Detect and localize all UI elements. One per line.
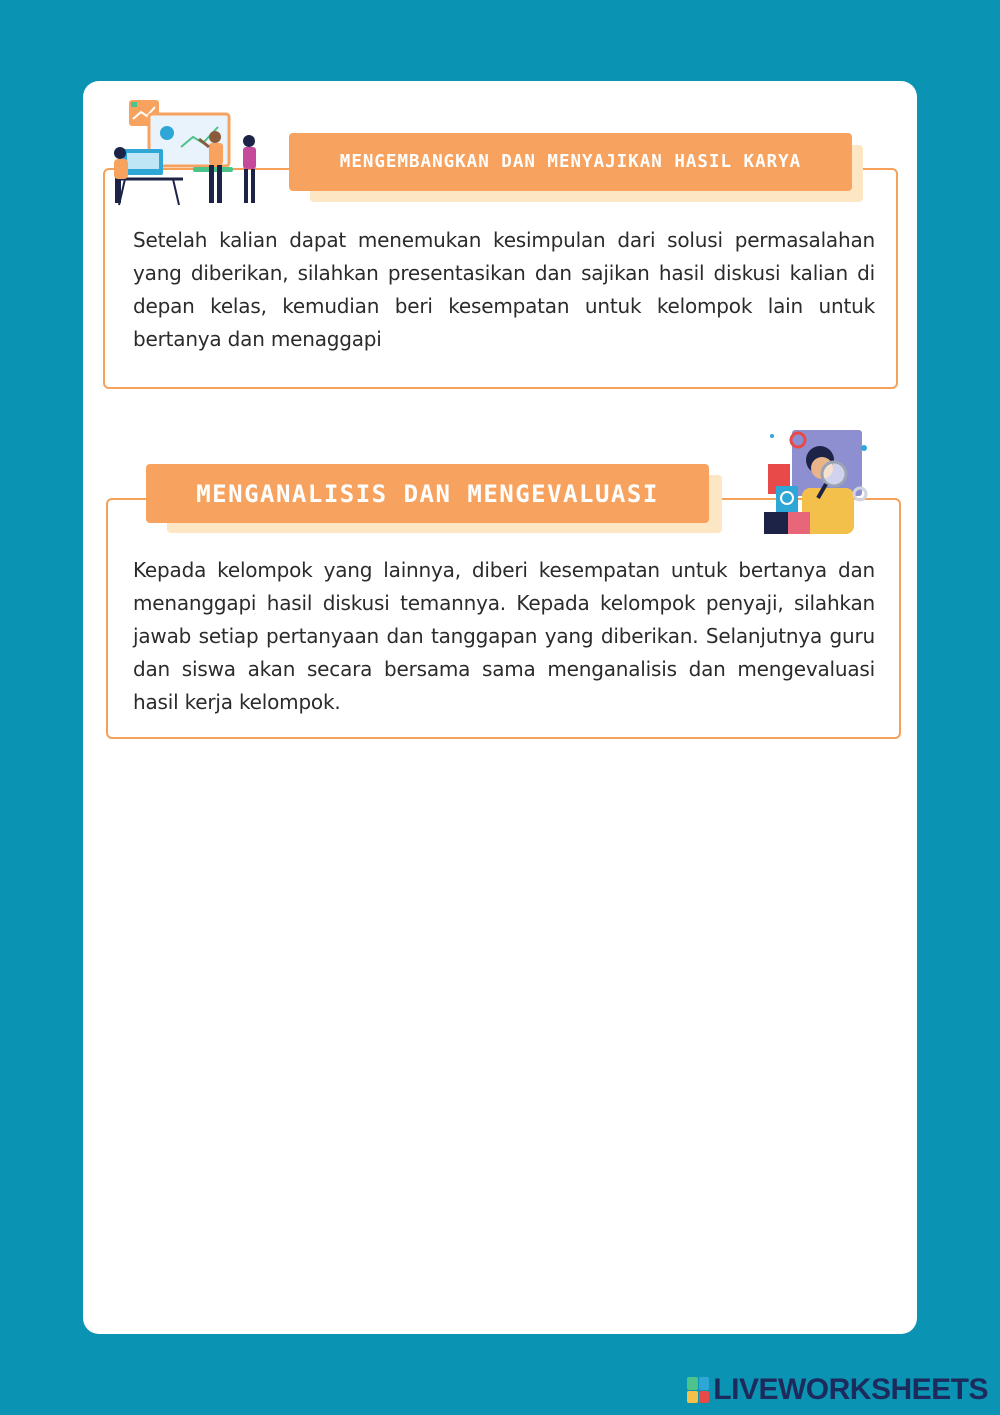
- section-2-text: Kepada kelompok yang lainnya, diberi kesempatan untuk bertanya dan menanggapi hasil diskusi temannya. Kepada kelompok penyaji, silahkan jawab setiap pertanyaan dan tanggapan yang diberikan. Selanjutnya guru dan siswa akan secara bersama sama menganalisis dan mengevaluasi hasil kerja kelompok.: [133, 558, 875, 714]
- analysis-illustration: [762, 426, 877, 536]
- liveworksheets-logo-text: LIVEWORKSHEETS: [713, 1373, 988, 1406]
- liveworksheets-logo-icon: [687, 1377, 709, 1403]
- section-1-title: MENGEMBANGKAN DAN MENYAJIKAN HASIL KARYA: [289, 133, 852, 191]
- section-2-title: MENGANALISIS DAN MENGEVALUASI: [146, 464, 709, 523]
- section-1-text: Setelah kalian dapat menemukan kesimpulan dari solusi permasalahan yang diberikan, silahkan presentasikan dan sajikan hasil diskusi kalian di depan kelas, kemudian beri kesempatan untuk kelompok lain untuk bertanya dan menaggapi: [133, 228, 875, 351]
- liveworksheets-logo[interactable]: [687, 1373, 988, 1407]
- presentation-illustration: [103, 97, 268, 209]
